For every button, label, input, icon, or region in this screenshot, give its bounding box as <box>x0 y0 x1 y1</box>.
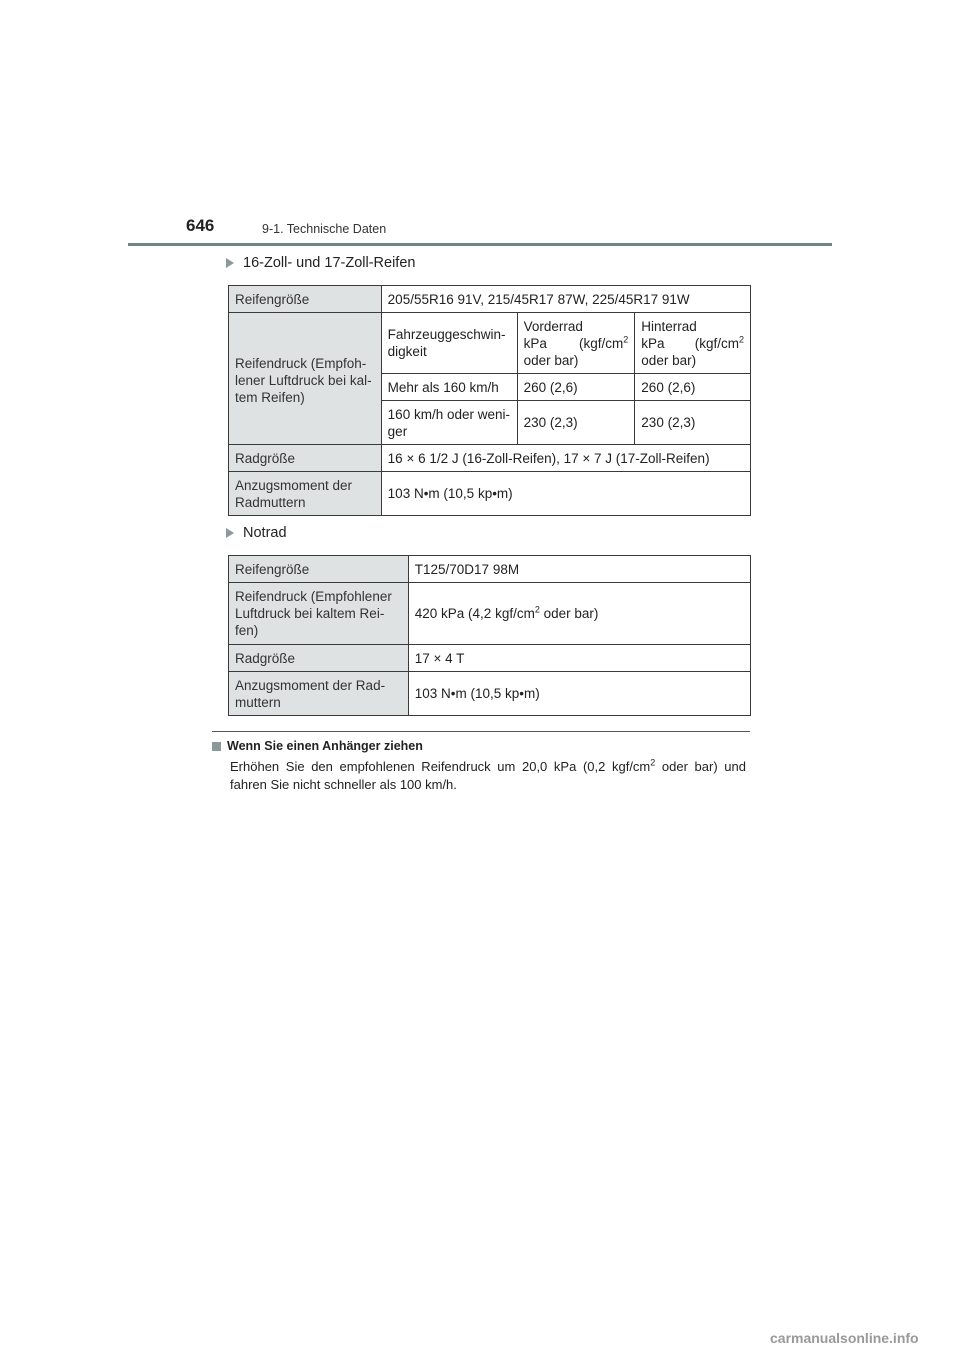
table-row <box>229 645 751 672</box>
section-title: 9-1. Technische Daten <box>262 222 387 236</box>
rear-header <box>635 313 751 374</box>
header-rule <box>128 243 832 246</box>
rear-low: 230 (2,3) <box>635 401 751 445</box>
front-header-line1: Vorderrad <box>523 318 583 334</box>
page-number: 646 <box>186 216 215 235</box>
wheel-size-label: Radgröße <box>229 445 382 472</box>
subheading-text: Notrad <box>243 525 287 541</box>
front-header-line2-wrap <box>524 335 629 352</box>
speed-header: Fahrzeuggeschwin-digkeit <box>381 313 517 374</box>
speed-low: 160 km/h oder weni-ger <box>381 401 517 445</box>
subheading-text: 16-Zoll- und 17-Zoll-Reifen <box>243 255 416 271</box>
superscript: 2 <box>650 757 656 768</box>
tire-table-16-17 <box>228 285 751 516</box>
table-row <box>229 472 751 516</box>
pressure-value-post: oder bar) <box>539 606 599 621</box>
table-row <box>229 556 751 583</box>
table-row <box>229 445 751 472</box>
rear-header-line2: kPa (kgf/cm <box>641 335 739 351</box>
front-high: 260 (2,6) <box>517 374 635 401</box>
pressure-value-pre: 420 kPa (4,2 kgf/cm <box>414 606 535 621</box>
front-low: 230 (2,3) <box>517 401 635 445</box>
rear-header-line2-wrap <box>641 335 744 352</box>
wheel-size-label: Radgröße <box>229 645 409 672</box>
pressure-value <box>408 583 750 645</box>
note-rule <box>212 731 750 732</box>
superscript: 2 <box>738 334 744 344</box>
tire-size-label: Reifengröße <box>229 556 409 583</box>
rear-header-line3: oder bar) <box>641 352 697 368</box>
superscript: 2 <box>534 604 540 615</box>
table-row <box>229 313 751 374</box>
speed-high: Mehr als 160 km/h <box>381 374 517 401</box>
front-header-line2: kPa (kgf/cm <box>523 335 624 351</box>
note-text <box>230 758 746 794</box>
note-title <box>212 739 423 753</box>
note-title-text: Wenn Sie einen Anhänger ziehen <box>227 739 423 753</box>
pressure-label: Reifendruck (Empfohlener Luftdruck bei kaltem Rei-fen) <box>229 583 409 645</box>
table-row <box>229 583 751 645</box>
tire-size-label: Reifengröße <box>229 286 382 313</box>
superscript: 2 <box>623 334 629 344</box>
wheel-size-value: 16 × 6 1/2 J (16-Zoll-Reifen), 17 × 7 J (17-Zoll-Reifen) <box>381 445 750 472</box>
torque-label: Anzugsmoment der Rad-muttern <box>229 672 409 716</box>
square-bullet-icon <box>212 742 221 751</box>
subheading-16-17-inch <box>226 255 415 271</box>
tire-size-value: T125/70D17 98M <box>408 556 750 583</box>
wheel-size-value: 17 × 4 T <box>408 645 750 672</box>
front-header <box>517 313 635 374</box>
table-row <box>229 672 751 716</box>
note-text-pre: Erhöhen Sie den empfohlenen Reifendruck um 20,0 kPa (0,2 kgf/cm <box>230 759 651 774</box>
tire-size-value: 205/55R16 91V, 215/45R17 87W, 225/45R17 91W <box>381 286 750 313</box>
torque-value: 103 N•m (10,5 kp•m) <box>408 672 750 716</box>
pressure-label: Reifendruck (Empfoh-lener Luftdruck bei kal-tem Reifen) <box>229 313 382 445</box>
note-text-post: oder bar) und fahren Sie nicht schneller als 100 km/h. <box>230 759 746 792</box>
torque-label: Anzugsmoment der Radmuttern <box>229 472 382 516</box>
tire-table-spare <box>228 555 751 716</box>
arrow-icon <box>226 528 234 538</box>
front-header-line3: oder bar) <box>523 352 579 368</box>
subheading-spare <box>226 525 287 541</box>
watermark: carmanualsonline.info <box>770 1330 919 1346</box>
rear-header-line1: Hinterrad <box>641 318 697 334</box>
table-row <box>229 286 751 313</box>
rear-high: 260 (2,6) <box>635 374 751 401</box>
torque-value: 103 N•m (10,5 kp•m) <box>381 472 750 516</box>
arrow-icon <box>226 258 234 268</box>
